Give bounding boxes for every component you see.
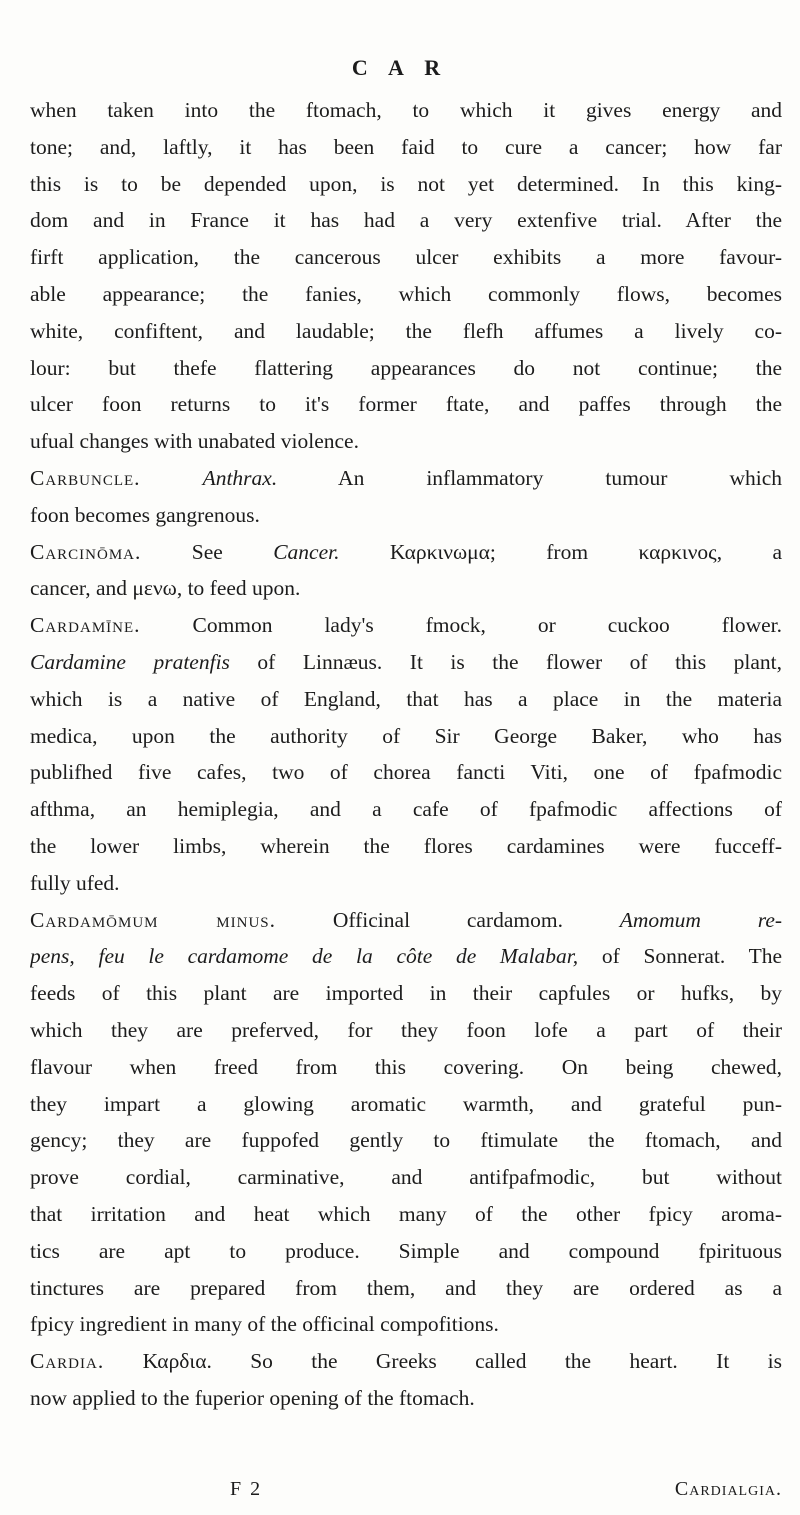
text-line: that irritation and heat which many of the other fpicy aroma- [30, 1201, 782, 1226]
text-line: tics are apt to produce. Simple and compound fpirituous [30, 1238, 782, 1263]
text-line: this is to be depended upon, is not yet determined. In this king- [30, 171, 782, 196]
text-line: tinctures are prepared from them, and they are ordered as a [30, 1275, 782, 1300]
dictionary-text [30, 92, 782, 1417]
text-line: white, confiftent, and laudable; the flefh affumes a lively co- [30, 318, 782, 343]
text-line: afthma, an hemiplegia, and a cafe of fpafmodic affections of [30, 797, 782, 822]
text-line [30, 938, 782, 975]
text-line: firft application, the cancerous ulcer exhibits a more favour- [30, 245, 782, 270]
text-line: gency; they are fuppofed gently to ftimulate the ftomach, and [30, 1128, 782, 1153]
entry-cardamine [30, 607, 782, 644]
text-line: cancer, and μενω, to feed upon. [30, 576, 301, 601]
text-line: feeds of this plant are imported in their capfules or hufks, by [30, 981, 782, 1006]
text-line: able appearance; the fanies, which commonly flows, becomes [30, 281, 782, 306]
text-line: which is a native of England, that has a place in the materia [30, 686, 782, 711]
entry-latin: Anthrax. [202, 465, 278, 490]
entry-see: See [191, 539, 223, 564]
text-line: when taken into the ftomach, to which it gives energy and [30, 98, 782, 122]
page-footer [30, 1478, 782, 1508]
entry-term: Cardamīne. [30, 613, 141, 638]
entry-latin: pens, feu le cardamome de la côte de Malabar, [30, 944, 579, 969]
entry-reference: Cancer. [273, 539, 340, 564]
text-line: publifhed five cafes, two of chorea fancti Viti, one of fpafmodic [30, 760, 782, 785]
signature-mark: F 2 [230, 1478, 263, 1500]
entry-text: Officinal cardamom. [332, 907, 563, 932]
text-line: ufual changes with unabated violence. [30, 429, 359, 454]
text-line: prove cordial, carminative, and antifpafmodic, but without [30, 1165, 782, 1190]
entry-carbuncle [30, 460, 782, 497]
entry-latin: Cardamine pratenfis [30, 649, 230, 674]
text-line [30, 644, 782, 681]
text-line: the lower limbs, wherein the flores cardamines were fucceff- [30, 833, 782, 858]
entry-term: Carbuncle. [30, 465, 141, 490]
entry-text: of Sonnerat. The [601, 944, 782, 969]
entry-text: Καρκινωμα; from καρκινος, a [389, 539, 782, 564]
text-line: they impart a glowing aromatic warmth, and grateful pun- [30, 1091, 782, 1116]
entry-text: of Linnæus. It is the flower of this plant, [257, 649, 782, 674]
text-line: foon becomes gangrenous. [30, 502, 260, 527]
text-line: dom and in France it has had a very extenfive trial. After the [30, 208, 782, 233]
catchword: Cardialgia. [674, 1478, 782, 1500]
entry-text: Καρδια. So the Greeks called the heart. It is [142, 1349, 782, 1374]
entry-cardamomum [30, 902, 782, 939]
entry-cardia [30, 1343, 782, 1380]
entry-text: An inflammatory tumour which [338, 465, 782, 490]
entry-term: Cardia. [30, 1349, 105, 1374]
text-line: tone; and, laftly, it has been faid to cure a cancer; how far [30, 134, 782, 159]
text-line: flavour when freed from this covering. On being chewed, [30, 1054, 782, 1079]
text-line: ulcer foon returns to it's former ftate, and paffes through the [30, 392, 782, 417]
running-head: C A R [351, 55, 449, 80]
text-line: medica, upon the authority of Sir George Baker, who has [30, 723, 782, 748]
entry-term: Cardamōmum minus. [30, 907, 277, 932]
text-line: fully ufed. [30, 870, 120, 895]
entry-text: Common lady's fmock, or cuckoo flower. [192, 613, 782, 638]
entry-term: Carcinōma. [30, 539, 142, 564]
entry-latin: Amomum re- [619, 907, 782, 932]
text-line: which they are preferved, for they foon lofe a part of their [30, 1017, 782, 1042]
text-line: fpicy ingredient in many of the officinal compofitions. [30, 1312, 499, 1337]
entry-carcinoma [30, 534, 782, 571]
text-line: lour: but thefe flattering appearances do not continue; the [30, 355, 782, 380]
text-line: now applied to the fuperior opening of the ftomach. [30, 1385, 475, 1410]
